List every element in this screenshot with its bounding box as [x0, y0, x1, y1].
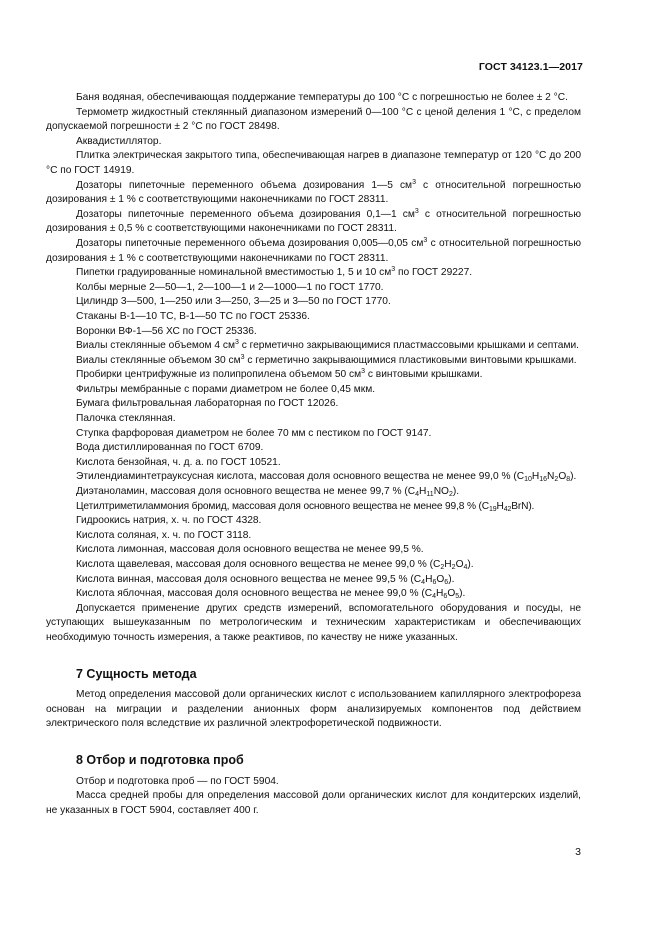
document-code-header: ГОСТ 34123.1—2017 [478, 61, 583, 73]
list-item-dozator-2: Дозаторы пипеточные переменного объема дозирования 0,1—1 $см^3$ с относительной погрешностью дозирования ± 0,5 % с соответствующими наконечниками по ГОСТ 28311. [46, 207, 581, 235]
list-item-vials-4: Виалы стеклянные объемом 4 $см^3$ с герметично закрывающимися пластмассовыми крышками и септами. [76, 339, 579, 352]
list-item: Палочка стеклянная. [76, 413, 176, 425]
list-item-tartaric: Кислота винная, массовая доля основного вещества не менее 99,5 % $(C_4H_6O_6)$. [76, 573, 455, 586]
page-number: 3 [575, 846, 581, 858]
list-item-diethanolamine: Диэтаноламин, массовая доля основного вещества не менее 99,7 % $(C_4H_{11}NO_2)$. [76, 486, 460, 499]
list-item: Гидроокись натрия, х. ч. по ГОСТ 4328. [76, 515, 262, 527]
list-item: Фильтры мембранные с порами диаметром не более 0,45 мкм. [76, 383, 376, 395]
list-item: Стаканы В-1—10 ТС, В-1—50 ТС по ГОСТ 25336. [76, 310, 310, 322]
list-item: Плитка электрическая закрытого типа, обеспечивающая нагрев в диапазоне температур от 120 °С до 200 °С по ГОСТ 14919. [46, 150, 581, 176]
list-item-edta: Этилендиаминтетрауксусная кислота, массовая доля основного вещества не менее 99,0 % $(C_{10}H_{16}N_2O_8)$. [76, 471, 577, 484]
paragraph-allowance: Допускается применение других средств измерений, вспомогательного оборудования и посуды, не уступающих вышеуказанным по метрологическим и техническим характеристикам и обеспечивающих необходимую точность измерения, а также реактивов, по качеству не ниже указанных. [46, 602, 581, 643]
list-item: Аквадистиллятор. [76, 135, 162, 147]
list-item: Баня водяная, обеспечивающая поддержание температуры до 100 °С с погрешностью не более ± 2 °С. [76, 92, 568, 103]
list-item: Воронки ВФ-1—56 ХС по ГОСТ 25336. [76, 325, 257, 337]
list-item: Ступка фарфоровая диаметром не более 70 мм с пестиком по ГОСТ 9147. [76, 427, 432, 439]
list-item: Кислота бензойная, ч. д. а. по ГОСТ 10521. [76, 456, 281, 468]
list-item: Термометр жидкостный стеклянный диапазоном измерений 0—100 °С с ценой деления 1 °С, с пределом допускаемой погрешности ± 2 °С по ГОСТ 28498. [46, 106, 581, 133]
list-item-oxalic: Кислота щавелевая, массовая доля основного вещества не менее 99,0 % $(C_2H_2O_4)$. [76, 559, 474, 571]
section-8-paragraph: Масса средней пробы для определения массовой доли органических кислот для кондитерских изделий, не указанных в ГОСТ 5904, составляет 400 г. [46, 790, 581, 816]
list-item-vials-30: Виалы стеклянные объемом 30 $см^3$ с герметично закрывающимися пластиковыми винтовыми крышками. [76, 353, 577, 366]
list-item-ctab: Цетилтриметиламмония бромид, массовая доля основного вещества не менее 99,8 % $(C_{19}H_{42}BrN)$. [76, 500, 535, 513]
section-8-paragraph: Отбор и подготовка проб — по ГОСТ 5904. [76, 775, 279, 787]
list-item: Цилиндр 3—500, 1—250 или 3—250, 3—25 и 3—50 по ГОСТ 1770. [76, 296, 391, 308]
section-8-title: 8 Отбор и подготовка проб [76, 752, 244, 767]
document-body [46, 91, 581, 818]
list-item-dozator-3: Дозаторы пипеточные переменного объема дозирования 0,005—0,05 $см^3$ с относительной погрешностью дозирования ± 1 % с соответствующими наконечниками по ГОСТ 28311. [46, 236, 581, 264]
list-item: Колбы мерные 2—50—1, 2—100—1 и 2—1000—1 по ГОСТ 1770. [76, 281, 384, 293]
list-item-malic: Кислота яблочная, массовая доля основного вещества не менее 99,0 % $(C_4H_6O_5)$. [76, 588, 466, 601]
section-7-title: 7 Сущность метода [76, 666, 197, 681]
section-7-text: Метод определения массовой доли органических кислот с использованием капиллярного электрофореза основан на миграции и разделении анионных форм анализируемых компонентов под действием электрического поля вследствие их различной электрофоретической подвижности. [46, 689, 581, 730]
list-item-pipette: Пипетки градуированные номинальной вместимостью 1, 5 и 10 $см^3$ по ГОСТ 29227. [76, 266, 473, 279]
list-item: Бумага фильтровальная лабораторная по ГОСТ 12026. [76, 398, 339, 410]
list-item-tubes: Пробирки центрифужные из полипропилена объемом 50 $см^3$ с винтовыми крышками. [76, 368, 483, 381]
list-item: Кислота лимонная, массовая доля основного вещества не менее 99,5 %. [76, 544, 424, 556]
list-item: Вода дистиллированная по ГОСТ 6709. [76, 442, 264, 454]
list-item-dozator-1: Дозаторы пипеточные переменного объема дозирования 1—5 $см^3$ с относительной погрешностью дозирования ± 1 % с соответствующими наконечниками по ГОСТ 28311. [46, 178, 581, 206]
list-item: Кислота соляная, х. ч. по ГОСТ 3118. [76, 529, 252, 541]
